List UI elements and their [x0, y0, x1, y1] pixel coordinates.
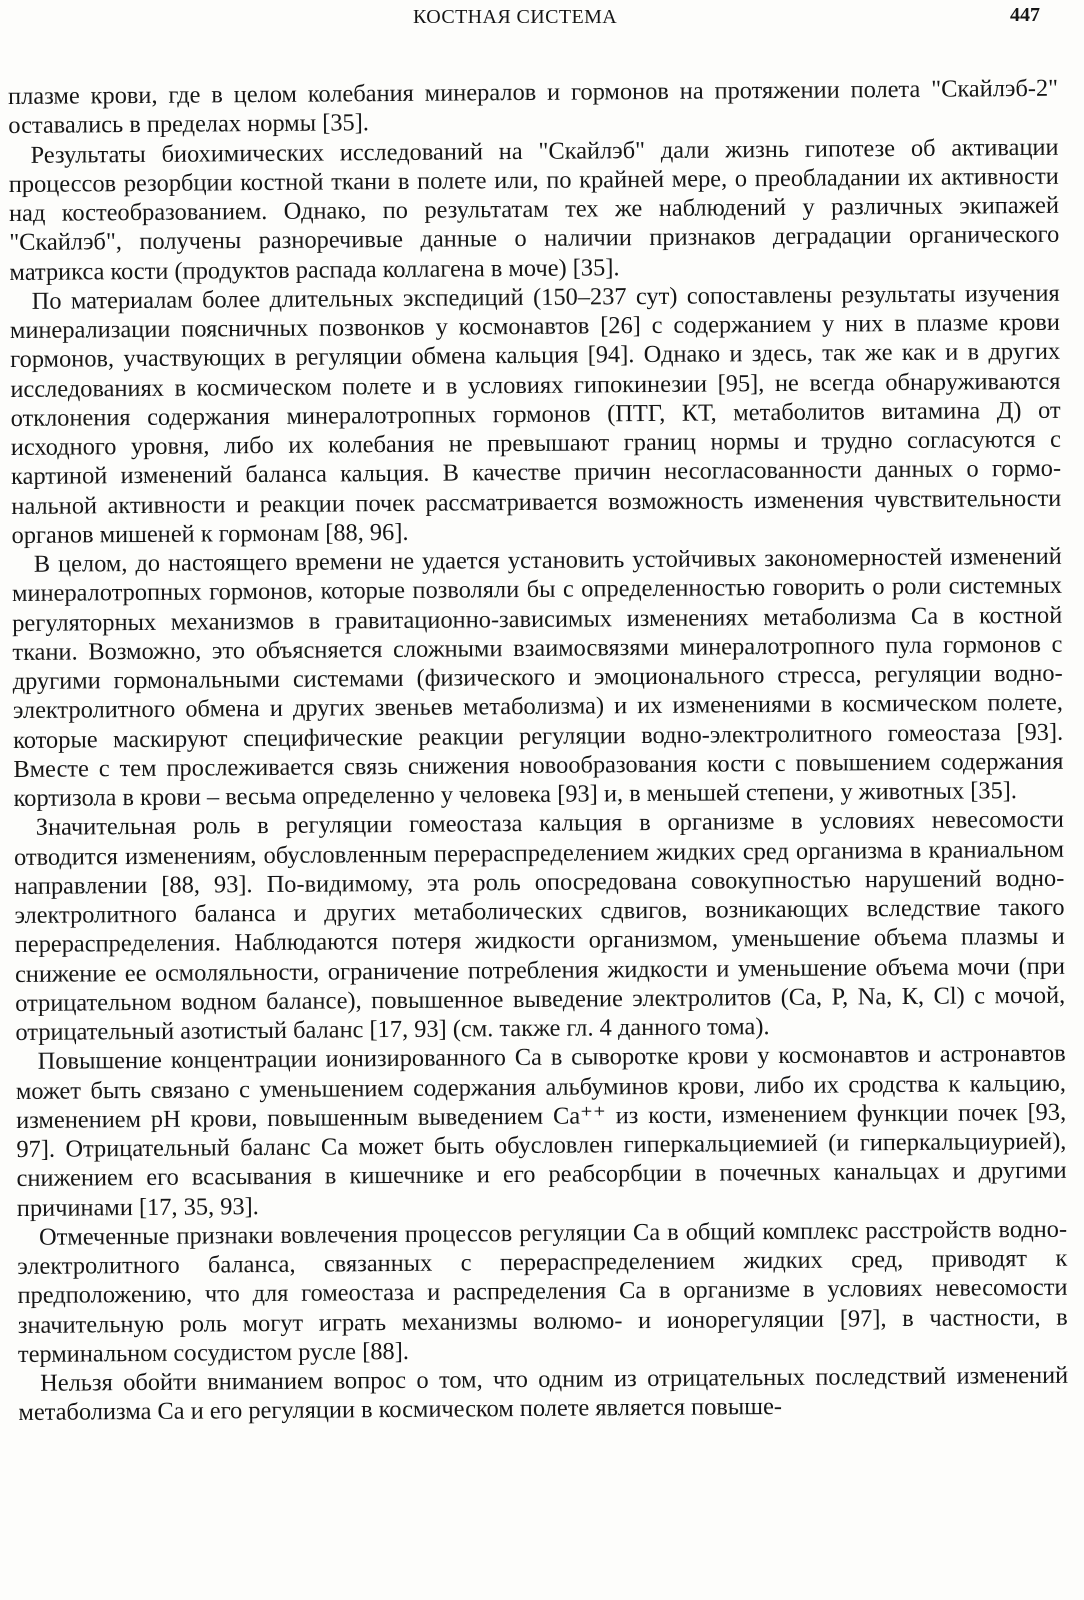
paragraph: Повышение концентрации ионизированного Са в сыворотке крови у космонавтов и астронавтов может быть связано с уменьшением содержания альбуминов крови, либо их сродства к кальцию, изменением рН крови, повышенным выведением Са⁺⁺ из кости, изменением функции почек [93, 97]. Отрицательный баланс Са может быть обусловлен гиперкальциемией (и гиперкальциурией), снижением его всасывания в кишечнике и его реабсорбции в почечных канальцах и другими причинами [17, 35, 93].: [15, 1039, 1067, 1222]
paragraph: Значительная роль в регуляции гомеостаза кальция в организме в условиях невесомости отводится изменениям, обусловленным перераспределением жидких сред организма в краниальном направлении [88, 93]. По-видимому, эта роль опосредована совокупностью нарушений водно-электролитного баланса и других метаболических сдвигов, возникающих вследствие такого перераспределения. Наблюдаются потеря жидкости организмом, уменьшение объема плазмы и снижение ее осмоляльности, ограничение потребления жидкости и уменьшение объема мочи (при отрицательном водном балансе), повышенное выведение электролитов (Са, Р, Na, К, Cl) с мочой, отрицательный азотистый баланс [17, 93] (см. также гл. 4 данного тома).: [13, 805, 1066, 1046]
paragraph: Отмеченные признаки вовлечения процессов регуляции Са в общий комплекс расстройств водно-электролитного баланса, связанных с перераспределением жидких сред, приводят к предположению, что для гомеостаза и распределения Са в организме в условиях невесомости значительную роль могут играть механизмы волюмо- и ионорегуляции [97], в частности, в терминальном сосудистом русле [88].: [17, 1215, 1068, 1368]
page-number: 447: [1010, 4, 1040, 26]
paragraph: Нельзя обойти вниманием вопрос о том, что одним из отрицательных последствий изменений метаболизма Са и его регуляции в космическом полете является повыше-: [18, 1361, 1069, 1427]
running-title: КОСТНАЯ СИСТЕМА: [413, 6, 618, 28]
paragraph: Результаты биохимических исследований на "Скайлэб" дали жизнь гипотезе об активации процессов резорбции костной ткани в полете или, по крайней мере, о преобладании их активности над костеобразованием. Однако, по результатам тех же наблюдений у различных экипажей "Скайлэб", получены разноречивые данные о наличии признаков деградации органического матрикса кости (продуктов распада коллагена в моче) [35].: [8, 133, 1060, 286]
running-header: [0, 4, 1084, 32]
body-text: [8, 74, 1069, 1428]
paragraph: По материалам более длительных экспедиций (150–237 сут) сопоставлены результаты изучения минерализации поясничных позвонков у космонавтов [26] с содержанием у них в плазме крови гормонов, участвующих в регуляции обмена кальция [94]. Однако и здесь, так же как и в других исследованиях в космическом полете и в условиях гипокинезии [95], не всегда обнаруживаются отклонения содержания минералотропных гормонов (ПТГ, КТ, метаболитов витамина Д) от исходного уровня, либо их колебания не превышают границ нормы и трудно согласуются с картиной изменений баланса кальция. В качестве причин несогласованности данных о гормональной активности и реакции почек рассматривается возможность изменения чувствительности органов мишеней к гормонам [88, 96].: [9, 279, 1062, 549]
paragraph-continuation: плазме крови, где в целом колебания минералов и гормонов на протяжении полета "Скайлэб-2" оставались в пределах нормы [35].: [8, 74, 1059, 140]
paragraph: В целом, до настоящего времени не удается установить устойчивых закономерностей изменений минералотропных гормонов, которые позволяли бы с определенностью говорить о роли системных регуляторных механизмов в гравитационно-зависимых изменениях метаболизма Са в костной ткани. Возможно, это объясняется сложными взаимосвязями минералотропного пула гормонов с другими гормональными системами (физического и эмоционального стресса, регуляции водно-электролитного обмена и других звеньев метаболизма) и их изменениями в космическом полете, которые маскируют специфические реакции регуляции водно-электролитного гомеостаза [93]. Вместе с тем прослеживается связь снижения новообразования кости с повышением содержания кортизола в крови – весьма определенно у человека [93] и, в меньшей степени, у животных [35].: [11, 542, 1064, 812]
